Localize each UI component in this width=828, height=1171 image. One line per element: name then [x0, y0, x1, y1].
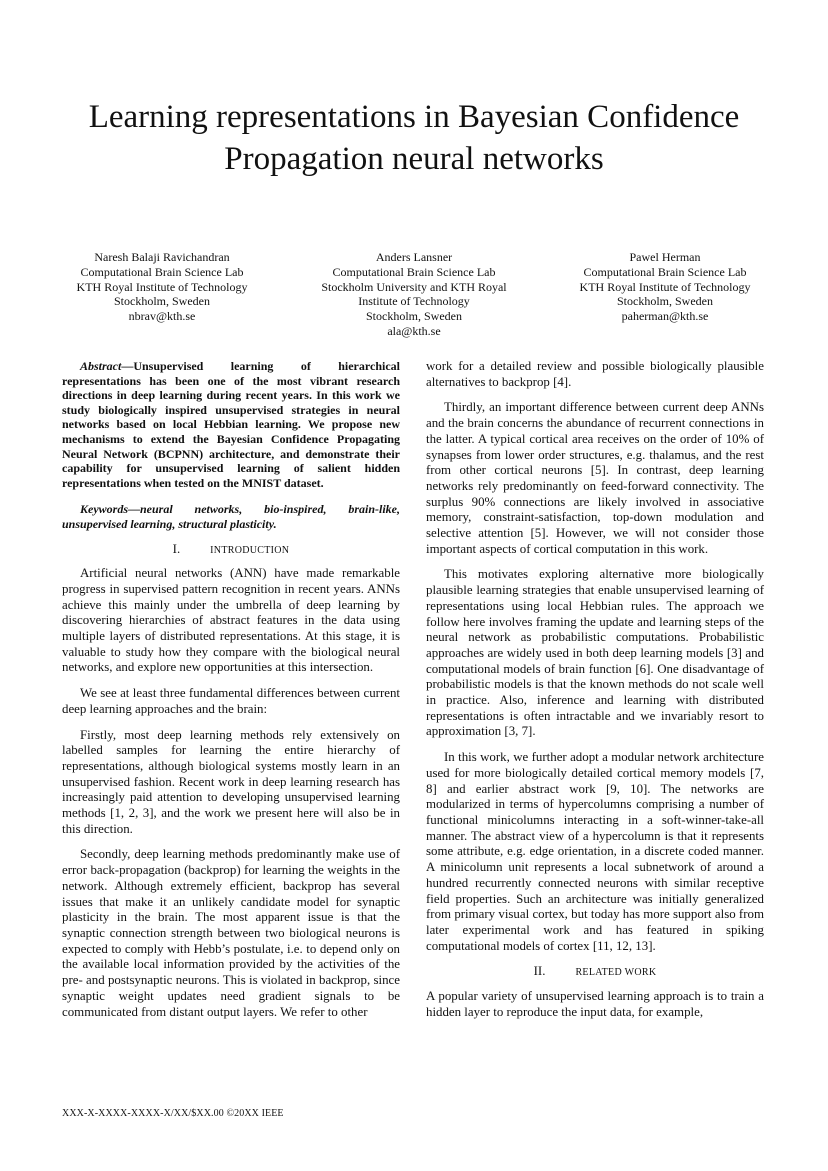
paragraph: Artificial neural networks (ANN) have made remarkable progress in supervised pattern recognition in recent years. ANNs achieve this mainly under the umbrella of deep learning by discovering hierarchies of abstract features in the data using multiple layers of distributed representations. At this stage, it is valuable to study how they compare with the biological neural networks, and explore new opportunities at this intersection. — [62, 566, 400, 675]
keywords — [62, 502, 400, 531]
section-heading-introduction — [62, 542, 400, 559]
right-column — [426, 359, 764, 1030]
abstract-text: —Unsupervised learning of hierarchical representations has been one of the most vibrant research directions in deep learning during recent years. In this work we study biologically inspired unsupervised strategies in neural networks based on local Hebbian learning. We propose new mechanisms to extend the Bayesian Confidence Propagating Neural Network (BCPNN) architecture, and demonstrate their capability for unsupervised learning of salient hidden representations when tested on the MNIST dataset. — [62, 359, 400, 490]
section-number: I. — [172, 541, 181, 556]
author-affiliation-line: Computational Brain Science Lab — [583, 264, 747, 279]
author-name: Pawel Herman — [629, 250, 701, 264]
section-title: INTRODUCTION — [210, 544, 290, 556]
paragraph: This motivates exploring alternative more biologically plausible learning strategies that enable unsupervised learning of representations using local Hebbian rules. The approach we follow here involves framing the update and learning steps of the neural network as probabilistic computations. Probabilistic approaches are widely used in both deep learning models [3] and computational models of brain function [6]. One disadvantage of probabilistic models is that the known methods do not scale well in practice. Also, inference and learning with distributed representations is often intractable and we invariably resort to approximation [3, 7]. — [426, 567, 764, 739]
author-affiliation-line: KTH Royal Institute of Technology — [579, 279, 751, 294]
author-block-3 — [550, 250, 780, 324]
keywords-label: Keywords — [80, 502, 128, 517]
author-affiliation-line: Stockholm, Sweden — [617, 294, 713, 309]
abstract — [62, 359, 400, 490]
title-line-2: Propagation neural networks — [224, 141, 604, 177]
author-block-2 — [299, 250, 529, 339]
copyright-footer: XXX-X-XXXX-XXXX-X/XX/$XX.00 ©20XX IEEE — [62, 1108, 284, 1119]
paragraph: Secondly, deep learning methods predominantly make use of error back-propagation (backprop) for learning the weights in the network. Although extremely efficient, backprop has several issues that make it an unlikely candidate model for synaptic plasticity in the brain. The most apparent issue is that the synaptic connection strength between two biological neurons is expected to comply with Hebb’s postulate, i.e. to depend only on the available local information provided by the activities of the pre- and postsynaptic neurons. This is violated in backprop, since synaptic weight updates need gradient signals to be communicated from distant output layers. We refer to other — [62, 847, 400, 1019]
author-affiliation-line: KTH Royal Institute of Technology — [76, 279, 248, 294]
paragraph: Thirdly, an important difference between current deep ANNs and the brain concerns the abundance of recurrent connections in the latter. A typical cortical area receives on the order of 10% of synapses from lower order structures, e.g. thalamus, and the rest from other cortical neurons [5]. In contrast, deep learning networks rely predominantly on feed-forward connectivity. The surplus 90% connections are likely involved in associative memory, constraint-satisfaction, top-down modulation and selective attention [5]. However, we will not consider those important aspects of cortical computation in this work. — [426, 400, 764, 556]
author-affiliation-line: Computational Brain Science Lab — [80, 264, 244, 279]
author-affiliation-line: Stockholm University and KTH Royal — [321, 279, 507, 294]
author-name: Anders Lansner — [375, 250, 453, 264]
abstract-label: Abstract — [80, 359, 122, 373]
left-column — [62, 359, 400, 1030]
author-email: nbrav@kth.se — [128, 309, 196, 324]
title-line-1: Learning representations in Bayesian Confidence — [88, 99, 740, 135]
author-name: Naresh Balaji Ravichandran — [94, 250, 230, 264]
paragraph: Firstly, most deep learning methods rely extensively on labelled samples for learning the entire hierarchy of representations, although biological systems mostly learn in an unsupervised fashion. Recent work in deep learning research has increasingly paid attention to developing unsupervised learning methods [1, 2, 3], and the work we present here will also be in this direction. — [62, 727, 400, 836]
author-affiliation-line: Stockholm, Sweden — [366, 309, 462, 324]
paragraph: We see at least three fundamental differences between current deep learning approaches and the brain: — [62, 686, 400, 716]
author-email: ala@kth.se — [387, 323, 441, 338]
keywords-text: —neural networks, bio-inspired, brain-like, unsupervised learning, structural plasticity. — [62, 502, 400, 531]
author-affiliation-line: Stockholm, Sweden — [114, 294, 210, 309]
author-block-1 — [47, 250, 277, 324]
author-email: paherman@kth.se — [621, 309, 709, 324]
paragraph: In this work, we further adopt a modular network architecture used for more biologically detailed cortical memory models [7, 8] and earlier abstract work [9, 10]. The networks are modularized in terms of hypercolumns comprising a number of functional minicolumns interacting in a soft-winner-take-all manner. The abstract view of a hypercolumn is that it represents some attribute, e.g. edge orientation, in a discrete coded manner. A minicolumn unit represents a local subnetwork of around a hundred recurrently connected neurons with similar receptive field properties. Such an architecture was initially generalized from primary visual cortex, but today has more support also from later experimental work and has featured in spiking computational models of cortex [11, 12, 13]. — [426, 750, 764, 953]
section-title: RELATED WORK — [575, 967, 657, 979]
author-affiliation-line: Computational Brain Science Lab — [332, 264, 496, 279]
paragraph: work for a detailed review and possible biologically plausible alternatives to backprop [4]. — [426, 359, 764, 389]
paper-title — [40, 96, 788, 180]
paragraph: A popular variety of unsupervised learning approach is to train a hidden layer to reproduce the input data, for example, — [426, 989, 764, 1019]
section-heading-related-work — [426, 964, 764, 981]
section-number: II. — [533, 964, 546, 979]
author-affiliation-line: Institute of Technology — [358, 294, 470, 309]
